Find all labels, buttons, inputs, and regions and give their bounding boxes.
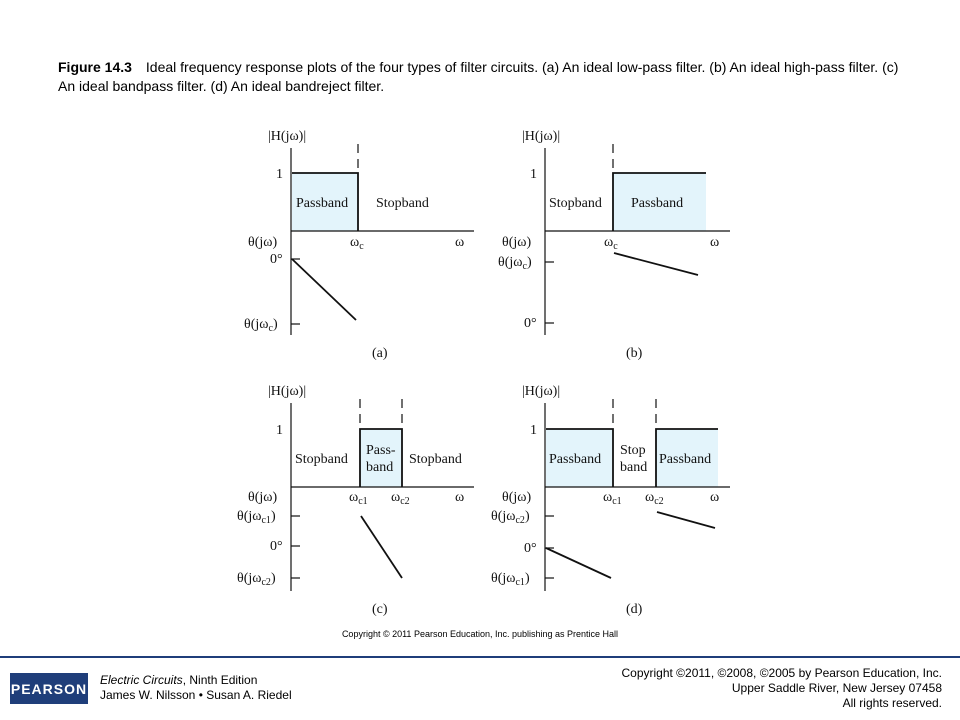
panel-label-c: (c) — [372, 602, 388, 617]
cutoff-label-1: ωc1 — [603, 490, 622, 507]
phase-response — [614, 253, 698, 275]
panel-a-lowpass — [244, 129, 474, 361]
panel-label-a: (a) — [372, 346, 388, 361]
book-title-line — [100, 673, 292, 688]
image-copyright: Copyright © 2011 Pearson Education, Inc. publishing as Prentice Hall — [341, 629, 619, 639]
stopband-label-2: Stopband — [409, 452, 462, 467]
mag-axis-label: |H(jω)| — [522, 384, 561, 399]
figure-number: Figure 14.3 — [58, 59, 132, 75]
theta-wc-label: θ(jωc) — [244, 317, 278, 334]
phase-response-low — [546, 548, 611, 578]
footer-divider — [0, 656, 960, 658]
cutoff-label: ωc — [350, 235, 364, 252]
passband-label-2: Passband — [659, 452, 712, 467]
passband-label: Passband — [631, 196, 684, 211]
panel-label-d: (d) — [626, 602, 643, 617]
panel-label-b: (b) — [626, 346, 643, 361]
one-label: 1 — [530, 167, 537, 182]
mag-axis-label: |H(jω)| — [268, 129, 307, 144]
phase-response-high — [657, 512, 715, 528]
cutoff-label-1: ωc1 — [349, 490, 368, 507]
theta-wc2-label: θ(jωc2) — [491, 509, 530, 526]
book-info — [100, 673, 292, 703]
mag-axis-label: |H(jω)| — [268, 384, 307, 399]
omega-label: ω — [455, 235, 465, 250]
band-label: band — [366, 460, 394, 475]
theta-wc2-label: θ(jωc2) — [237, 571, 276, 588]
phase-axis-label: θ(jω) — [502, 235, 532, 250]
one-label: 1 — [530, 423, 537, 438]
stop-label: Stop — [620, 443, 646, 458]
passband-label: Passband — [296, 196, 349, 211]
phase-axis-label: θ(jω) — [248, 490, 278, 505]
passband-region — [360, 429, 402, 487]
mag-axis-label: |H(jω)| — [522, 129, 561, 144]
copyright-line-2: Upper Saddle River, New Jersey 07458 — [731, 681, 942, 695]
caption-text: Ideal frequency response plots of the four types of filter circuits. (a) An ideal low-pass filter. (b) An ideal high-pass filter. (c) An ideal bandpass filter. (d) An ideal bandreject filter. — [58, 59, 899, 94]
phase-axis-label: θ(jω) — [248, 235, 278, 250]
panel-b-highpass — [498, 129, 730, 361]
band-label: band — [620, 460, 648, 475]
theta-wc-label: θ(jωc) — [498, 255, 532, 272]
theta-wc1-label: θ(jωc1) — [491, 571, 530, 588]
panel-d-bandreject — [491, 384, 730, 617]
omega-label: ω — [455, 490, 465, 505]
cutoff-label-2: ωc2 — [645, 490, 664, 507]
stopband-label: Stopband — [549, 196, 602, 211]
copyright-line-1: Copyright ©2011, ©2008, ©2005 by Pearson Education, Inc. — [621, 666, 942, 680]
cutoff-label-2: ωc2 — [391, 490, 410, 507]
book-title: Electric Circuits — [100, 673, 183, 687]
panel-c-bandpass — [237, 384, 474, 617]
zero-deg-label: 0° — [270, 539, 283, 554]
copyright-line-3: All rights reserved. — [842, 696, 942, 710]
stopband-label: Stopband — [376, 196, 429, 211]
phase-response — [292, 259, 356, 320]
omega-label: ω — [710, 490, 720, 505]
publisher-copyright — [621, 666, 942, 711]
book-authors: James W. Nilsson • Susan A. Riedel — [100, 688, 292, 702]
book-edition: , Ninth Edition — [182, 673, 258, 687]
theta-wc1-label: θ(jωc1) — [237, 509, 276, 526]
phase-axis-label: θ(jω) — [502, 490, 532, 505]
one-label: 1 — [276, 167, 283, 182]
one-label: 1 — [276, 423, 283, 438]
zero-deg-label: 0° — [524, 541, 537, 556]
zero-deg-label: 0° — [524, 316, 537, 331]
cutoff-label: ωc — [604, 235, 618, 252]
stopband-label: Stopband — [295, 452, 348, 467]
zero-deg-label: 0° — [270, 252, 283, 267]
pass-label: Pass- — [366, 443, 396, 458]
pearson-logo: PEARSON — [10, 673, 88, 704]
omega-label: ω — [710, 235, 720, 250]
phase-response — [361, 516, 402, 578]
passband-label-1: Passband — [549, 452, 602, 467]
